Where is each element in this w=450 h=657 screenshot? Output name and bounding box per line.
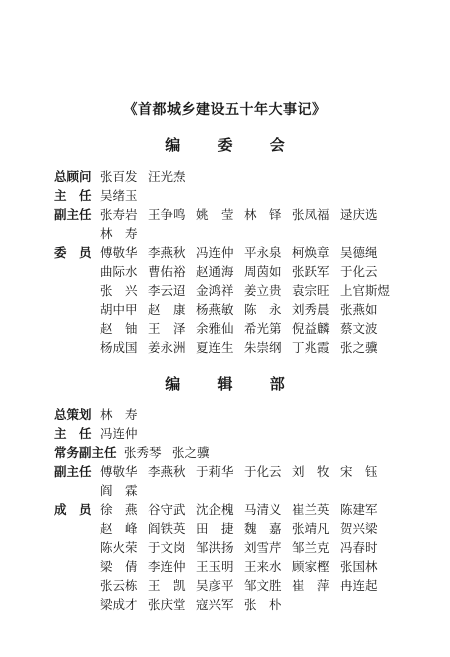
roster-row [54, 500, 444, 519]
name-list [100, 500, 444, 519]
person-name: 于莉华 [196, 464, 234, 479]
person-name: 李连仲 [148, 559, 186, 574]
person-name: 刘 牧 [292, 464, 330, 479]
editorial-department-list [54, 405, 444, 614]
name-list [100, 224, 444, 243]
roster-row [54, 462, 444, 481]
person-name: 杨成国 [100, 340, 138, 355]
name-list [100, 481, 444, 500]
person-name: 林 铎 [244, 207, 282, 222]
person-name: 林 寿 [100, 226, 138, 241]
person-name: 倪益麟 [292, 321, 330, 336]
name-list [100, 519, 444, 538]
roster-row [54, 576, 444, 595]
role-label: 副主任 [54, 464, 92, 479]
roster-row [54, 481, 444, 500]
person-name: 吴彦平 [196, 578, 234, 593]
person-name: 阎铁英 [148, 521, 186, 536]
roster-row [54, 443, 444, 462]
role-label: 总策划 [54, 407, 92, 422]
person-name: 梁 倩 [100, 559, 138, 574]
name-list [100, 405, 444, 424]
person-name: 寇兴军 [196, 597, 234, 612]
person-name: 张之骥 [172, 445, 210, 460]
person-name: 汪光焘 [148, 169, 186, 184]
person-name: 李燕秋 [148, 464, 186, 479]
person-name: 杨燕敏 [196, 302, 234, 317]
person-name: 冯连仲 [100, 426, 138, 441]
person-name: 冯春时 [340, 540, 378, 555]
person-name: 王 凯 [148, 578, 186, 593]
name-list [100, 595, 444, 614]
person-name: 宋 钰 [340, 464, 378, 479]
person-name: 上官斯煜 [340, 283, 391, 298]
person-name: 王争鸣 [148, 207, 186, 222]
person-name: 平永泉 [244, 245, 282, 260]
person-name: 夏连生 [196, 340, 234, 355]
person-name: 刘雪芹 [244, 540, 282, 555]
roster-row [54, 281, 444, 300]
name-list [100, 300, 444, 319]
editorial-committee-heading: 编 委 会 [165, 136, 301, 154]
person-name: 赵通海 [196, 264, 234, 279]
person-name: 徐 燕 [100, 502, 138, 517]
person-name: 崔兰英 [292, 502, 330, 517]
person-name: 梁成才 [100, 597, 138, 612]
person-name: 金鸿祥 [196, 283, 234, 298]
role-label: 副主任 [54, 207, 92, 222]
role-label: 常务副主任 [54, 445, 117, 460]
person-name: 于化云 [340, 264, 378, 279]
role-label: 主 任 [54, 426, 92, 441]
roster-row [54, 224, 444, 243]
person-name: 张百发 [100, 169, 138, 184]
person-name: 吴德绳 [340, 245, 378, 260]
person-name: 邹文胜 [244, 578, 282, 593]
person-name: 曲际水 [100, 264, 138, 279]
person-name: 余雅仙 [196, 321, 234, 336]
name-list [100, 576, 444, 595]
editorial-department-heading: 编 辑 部 [165, 375, 301, 393]
person-name: 田 捷 [196, 521, 234, 536]
person-name: 陈火荣 [100, 540, 138, 555]
name-list [100, 262, 444, 281]
person-name: 李燕秋 [148, 245, 186, 260]
person-name: 张云栋 [100, 578, 138, 593]
roster-row [54, 538, 444, 557]
person-name: 崔 萍 [292, 578, 330, 593]
person-name: 柯焕章 [292, 245, 330, 260]
person-name: 陈 永 [244, 302, 282, 317]
person-name: 张跃军 [292, 264, 330, 279]
name-list [100, 424, 444, 443]
person-name: 刘秀晨 [292, 302, 330, 317]
roster-row [54, 319, 444, 338]
roster-row [54, 338, 444, 357]
person-name: 李云迢 [148, 283, 186, 298]
person-name: 王来水 [244, 559, 282, 574]
name-list [100, 319, 444, 338]
person-name: 姜永洲 [148, 340, 186, 355]
person-name: 于化云 [244, 464, 282, 479]
person-name: 张寿岩 [100, 207, 138, 222]
roster-row [54, 205, 444, 224]
person-name: 贺兴梁 [340, 521, 378, 536]
person-name: 袁宗旺 [292, 283, 330, 298]
person-name: 曹佑裕 [148, 264, 186, 279]
role-label: 总顾问 [54, 169, 92, 184]
person-name: 冉连起 [340, 578, 378, 593]
person-name: 顾家樫 [292, 559, 330, 574]
name-list [100, 243, 444, 262]
person-name: 丁兆霞 [292, 340, 330, 355]
name-list [100, 557, 444, 576]
person-name: 沈企槐 [196, 502, 234, 517]
person-name: 林 寿 [100, 407, 138, 422]
person-name: 张国林 [340, 559, 378, 574]
person-name: 陈建军 [340, 502, 378, 517]
person-name: 胡中甲 [100, 302, 138, 317]
person-name: 邹洪扬 [196, 540, 234, 555]
editorial-committee-list [54, 167, 444, 357]
person-name: 赵 峰 [100, 521, 138, 536]
person-name: 傅敬华 [100, 464, 138, 479]
person-name: 冯连仲 [196, 245, 234, 260]
person-name: 张之骥 [340, 340, 378, 355]
name-list [100, 338, 444, 357]
person-name: 赵 铀 [100, 321, 138, 336]
roster-row [54, 262, 444, 281]
person-name: 希光第 [244, 321, 282, 336]
roster-row [54, 595, 444, 614]
role-label: 委 员 [54, 245, 92, 260]
person-name: 姜立贵 [244, 283, 282, 298]
person-name: 谷守武 [148, 502, 186, 517]
roster-row [54, 519, 444, 538]
name-list [100, 205, 444, 224]
person-name: 阎 霖 [100, 483, 138, 498]
person-name: 张 兴 [100, 283, 138, 298]
name-list [100, 538, 444, 557]
person-name: 张靖凡 [292, 521, 330, 536]
person-name: 王 泽 [148, 321, 186, 336]
name-list [124, 443, 444, 462]
person-name: 朱崇纲 [244, 340, 282, 355]
role-label: 主 任 [54, 188, 92, 203]
person-name: 张燕如 [340, 302, 378, 317]
roster-row [54, 405, 444, 424]
person-name: 张秀琴 [124, 445, 162, 460]
person-name: 周茵如 [244, 264, 282, 279]
person-name: 逯庆选 [340, 207, 378, 222]
roster-row [54, 557, 444, 576]
person-name: 张庆堂 [148, 597, 186, 612]
name-list [100, 167, 444, 186]
person-name: 张 朴 [244, 597, 282, 612]
name-list [100, 186, 444, 205]
person-name: 蔡文波 [340, 321, 378, 336]
name-list [100, 281, 444, 300]
person-name: 马清义 [244, 502, 282, 517]
person-name: 赵 康 [148, 302, 186, 317]
page-title: 《首都城乡建设五十年大事记》 [123, 102, 327, 118]
person-name: 邹兰克 [292, 540, 330, 555]
person-name: 姚 莹 [196, 207, 234, 222]
person-name: 张凤福 [292, 207, 330, 222]
role-label: 成 员 [54, 502, 92, 517]
roster-row [54, 424, 444, 443]
person-name: 王玉明 [196, 559, 234, 574]
name-list [100, 462, 444, 481]
roster-row [54, 186, 444, 205]
person-name: 傅敬华 [100, 245, 138, 260]
person-name: 吴绪玉 [100, 188, 138, 203]
roster-row [54, 300, 444, 319]
roster-row [54, 167, 444, 186]
person-name: 于文岗 [148, 540, 186, 555]
person-name: 魏 嘉 [244, 521, 282, 536]
roster-row [54, 243, 444, 262]
